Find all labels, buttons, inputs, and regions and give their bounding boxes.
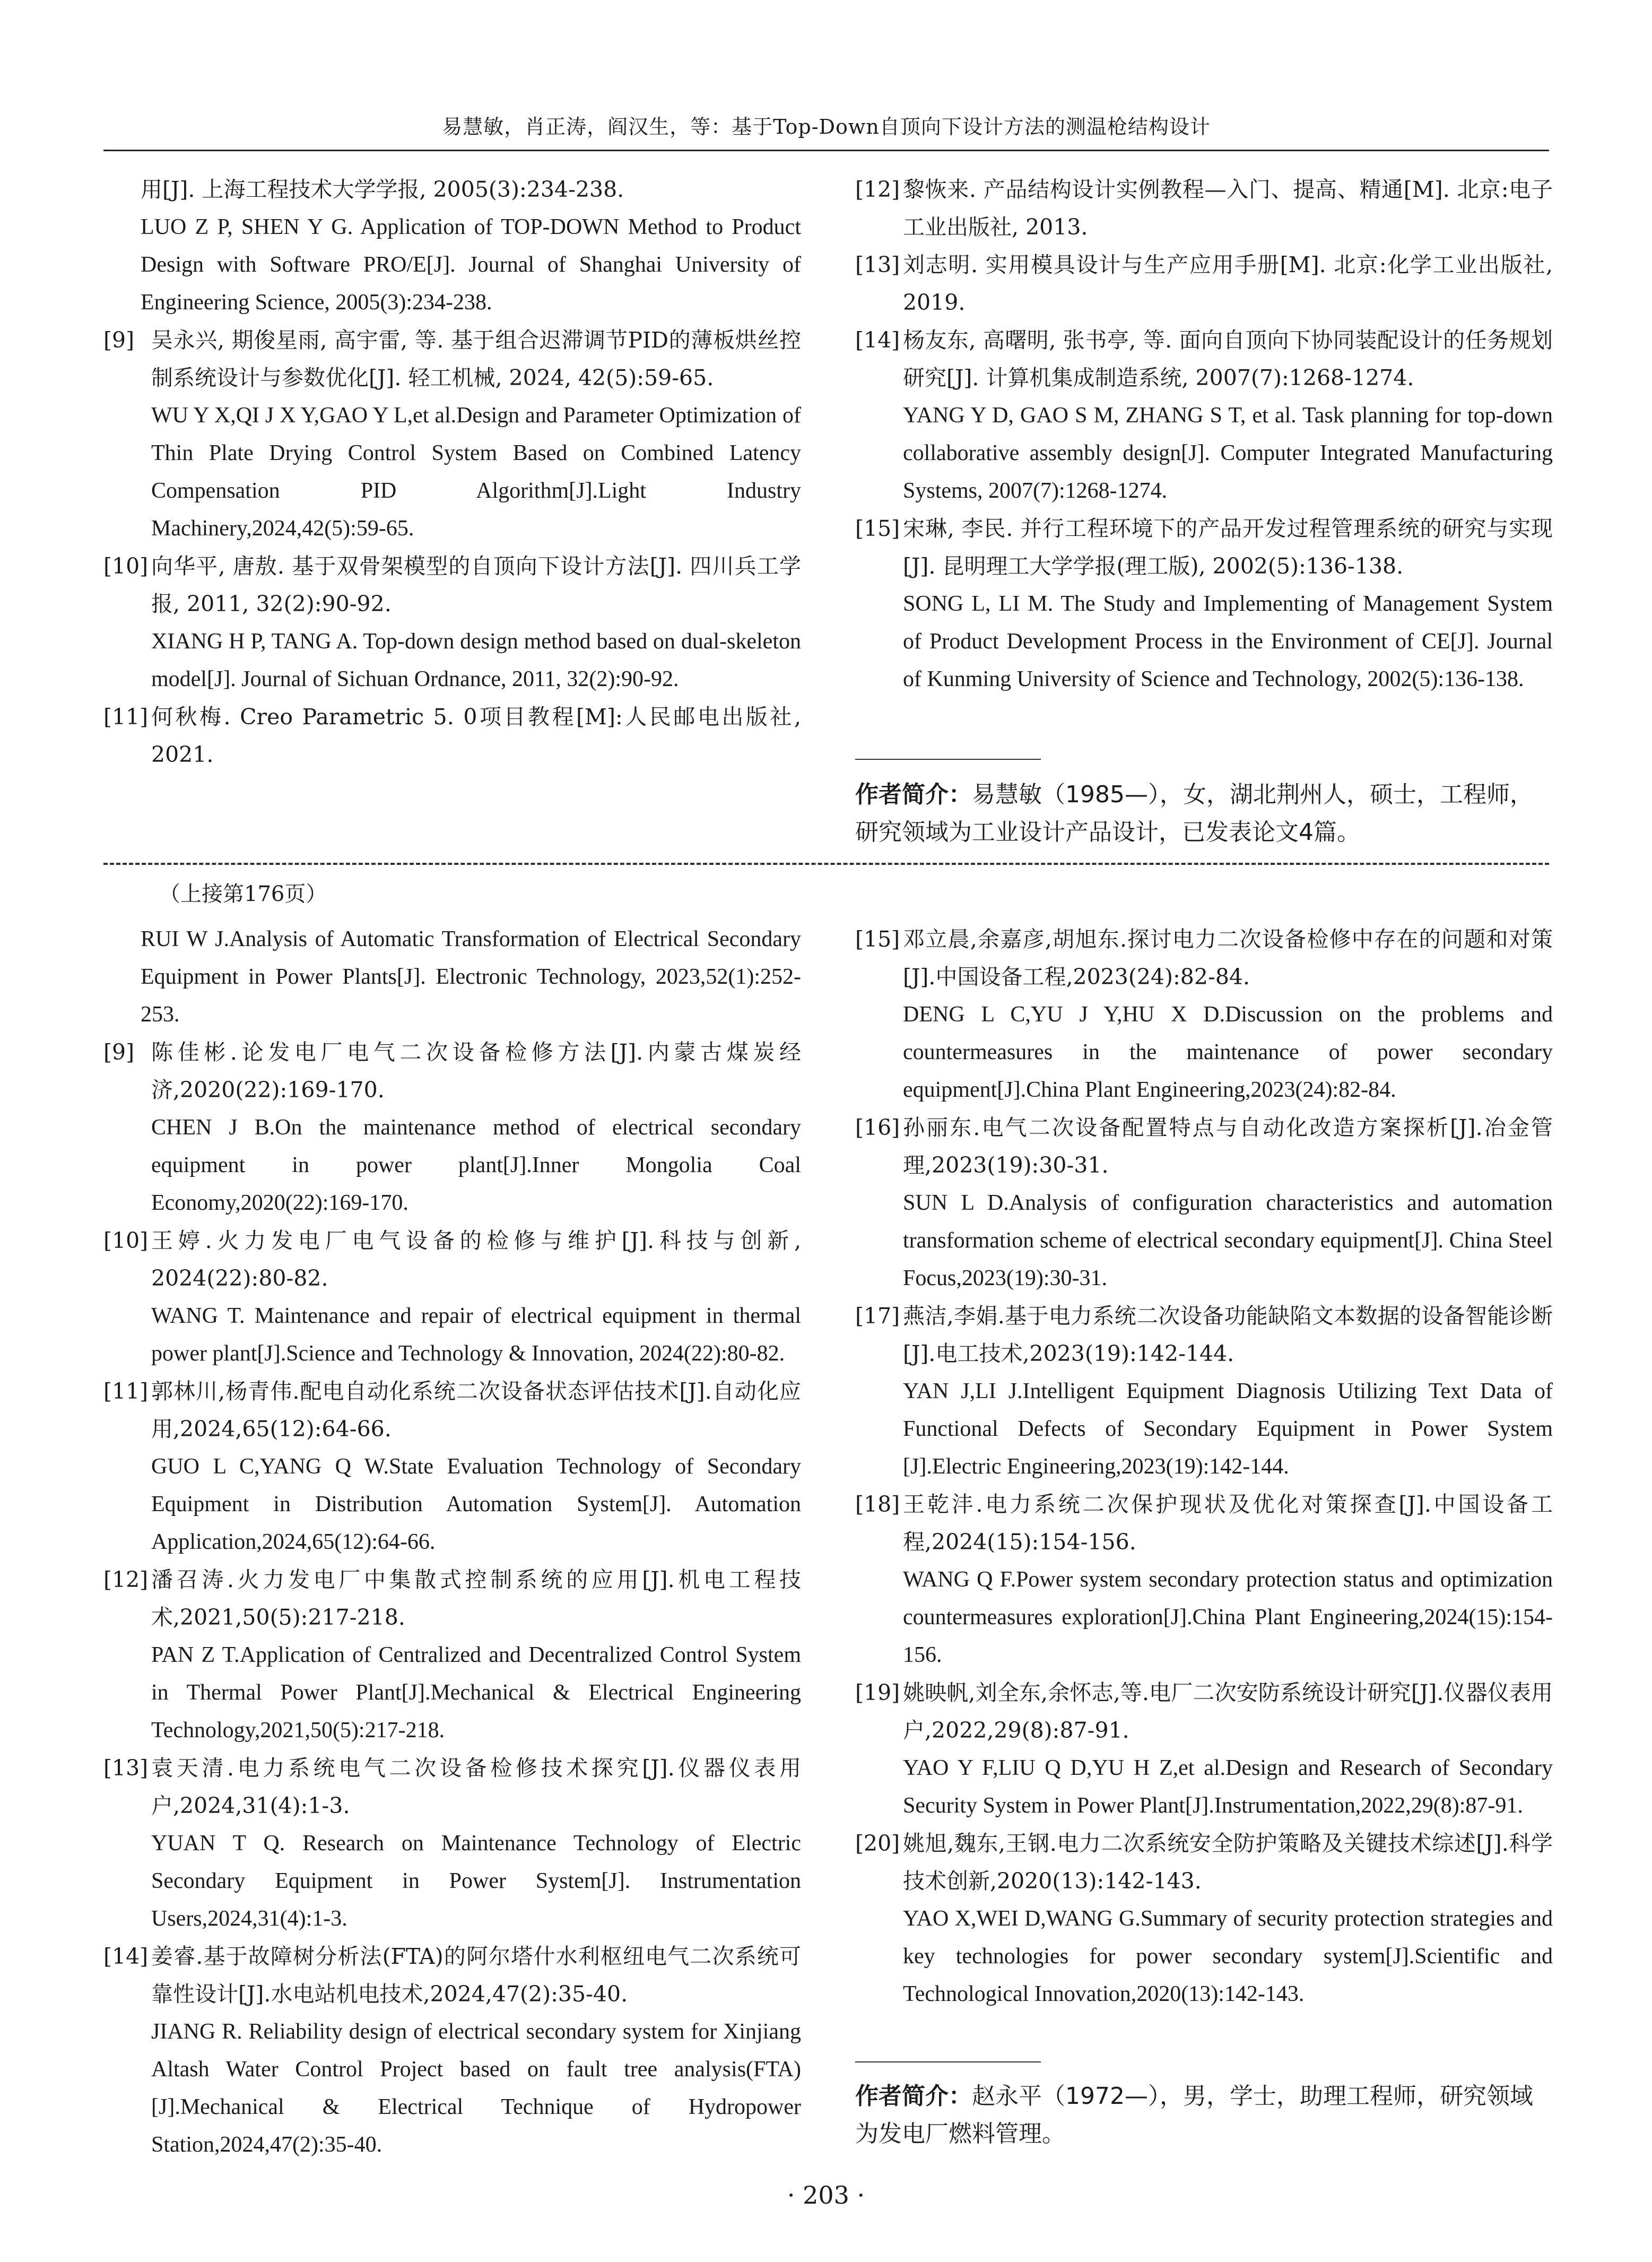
bottom-right-reference-column <box>855 921 1553 2013</box>
reference-english-text: RUI W J.Analysis of Automatic Transformation of Electrical Secondary Equipment in Power Plants[J]. Electronic Technology, 2023,52(1):252-253. <box>141 927 801 1027</box>
reference-entry <box>103 322 801 548</box>
reference-entry <box>855 1825 1553 2013</box>
reference-entry <box>855 322 1553 510</box>
running-header: 易慧敏，肖正涛，阎汉生，等：基于Top-Down自顶向下设计方法的测温枪结构设计 <box>442 115 1211 138</box>
reference-entry <box>103 171 801 322</box>
reference-text: 刘志明. 实用模具设计与生产应用手册[M]. 北京:化学工业出版社, 2019. <box>903 252 1553 315</box>
reference-text: 姚映帆,刘全东,余怀志,等.电厂二次安防系统设计研究[J].仪器仪表用户,2022,29(8):87-91. <box>903 1680 1553 1743</box>
reference-entry <box>855 1486 1553 1674</box>
reference-english-text: LUO Z P, SHEN Y G. Application of TOP-DOWN Method to Product Design with Software PRO/E[J]. Journal of Shanghai University of Engineering Science, 2005(3):234-238. <box>141 215 801 315</box>
reference-entry <box>103 1373 801 1561</box>
reference-number: [14] <box>103 1944 149 1969</box>
page-number: · 203 · <box>787 2181 865 2209</box>
reference-entry <box>855 171 1553 246</box>
reference-number: [10] <box>103 553 149 579</box>
reference-number: [12] <box>855 177 900 202</box>
reference-english-text: WU Y X,QI J X Y,GAO Y L,et al.Design and Parameter Optimization of Thin Plate Drying Control System Based on Combined Latency Compensation PID Algorithm[J].Light Industry Machinery,2024,42(5):59-65. <box>151 403 801 541</box>
reference-entry <box>855 921 1553 1109</box>
bio-text: 易慧敏（1985—），女，湖北荆州人，硕士，工程师，研究领域为工业设计产品设计，已发表论文4篇。 <box>855 781 1533 846</box>
reference-entry <box>103 1561 801 1749</box>
reference-text: 向华平, 唐敖. 基于双骨架模型的自顶向下设计方法[J]. 四川兵工学报, 2011, 32(2):90-92. <box>151 553 801 617</box>
header-rule <box>103 150 1549 151</box>
reference-text: 袁天清.电力系统电气二次设备检修技术探究[J].仪器仪表用户,2024,31(4):1-3. <box>151 1755 801 1818</box>
reference-text: 姚旭,魏东,王钢.电力二次系统安全防护策略及关键技术综述[J].科学技术创新,2020(13):142-143. <box>903 1831 1553 1894</box>
reference-text: 郭林川,杨青伟.配电自动化系统二次设备状态评估技术[J].自动化应用,2024,65(12):64-66. <box>151 1379 801 1442</box>
reference-text: 用[J]. 上海工程技术大学学报, 2005(3):234-238. <box>141 177 624 202</box>
reference-text: 潘召涛.火力发电厂中集散式控制系统的应用[J].机电工程技术,2021,50(5):217-218. <box>151 1567 801 1630</box>
reference-english-text: WANG T. Maintenance and repair of electrical equipment in thermal power plant[J].Science and Technology & Innovation, 2024(22):80-82. <box>151 1304 801 1366</box>
reference-text: 燕洁,李娟.基于电力系统二次设备功能缺陷文本数据的设备智能诊断[J].电工技术,2023(19):142-144. <box>903 1303 1553 1366</box>
section-divider <box>103 863 1549 865</box>
bio-rule-top <box>855 759 1041 760</box>
reference-entry <box>103 1034 801 1222</box>
reference-english-text: CHEN J B.On the maintenance method of electrical secondary equipment in power plant[J].Inner Mongolia Coal Economy,2020(22):169-170. <box>151 1115 801 1215</box>
reference-english-text: YAO Y F,LIU Q D,YU H Z,et al.Design and Research of Secondary Security System in Power Plant[J].Instrumentation,2022,29(8):87-91. <box>903 1756 1553 1818</box>
reference-number: [11] <box>103 1379 149 1404</box>
reference-english-text: SUN L D.Analysis of configuration characteristics and automation transformation scheme of electrical secondary equipment[J]. China Steel Focus,2023(19):30-31. <box>903 1191 1553 1290</box>
reference-text: 何秋梅. Creo Parametric 5. 0项目教程[M]:人民邮电出版社, 2021. <box>151 704 801 767</box>
reference-number: [16] <box>855 1115 900 1140</box>
reference-number: [10] <box>103 1228 149 1253</box>
reference-number: [20] <box>855 1831 900 1856</box>
reference-number: [13] <box>855 252 900 278</box>
reference-english-text: YAN J,LI J.Intelligent Equipment Diagnosis Utilizing Text Data of Functional Defects of Secondary Equipment in Power System [J].Electric Engineering,2023(19):142-144. <box>903 1379 1553 1479</box>
reference-entry <box>103 548 801 698</box>
reference-number: [19] <box>855 1680 900 1705</box>
reference-entry <box>103 1222 801 1373</box>
reference-text: 姜睿.基于故障树分析法(FTA)的阿尔塔什水利枢纽电气二次系统可靠性设计[J].水电站机电技术,2024,47(2):35-40. <box>151 1944 801 2007</box>
reference-text: 陈佳彬.论发电厂电气二次设备检修方法[J].内蒙古煤炭经济,2020(22):169-170. <box>151 1039 801 1103</box>
reference-number: [17] <box>855 1303 900 1329</box>
reference-entry <box>103 698 801 774</box>
reference-number: [14] <box>855 327 900 353</box>
reference-entry <box>855 1674 1553 1825</box>
author-bio-bottom <box>855 2077 1545 2153</box>
reference-english-text: YAO X,WEI D,WANG G.Summary of security protection strategies and key technologies for power secondary system[J].Scientific and Technological Innovation,2020(13):142-143. <box>903 1906 1553 2006</box>
reference-entry <box>103 921 801 1034</box>
reference-english-text: SONG L, LI M. The Study and Implementing of Management System of Product Development Process in the Environment of CE[J]. Journal of Kunming University of Science and Technology, 2002(5):136-138. <box>903 592 1553 691</box>
reference-english-text: GUO L C,YANG Q W.State Evaluation Technology of Secondary Equipment in Distribution Automation System[J]. Automation Application,2024,65(12):64-66. <box>151 1454 801 1554</box>
reference-text: 黎恢来. 产品结构设计实例教程—入门、提高、精通[M]. 北京:电子工业出版社, 2013. <box>903 177 1553 240</box>
top-right-reference-column <box>855 171 1553 698</box>
bio-label: 作者简介： <box>855 781 972 808</box>
reference-number: [15] <box>855 516 900 541</box>
reference-text: 孙丽东.电气二次设备配置特点与自动化改造方案探析[J].冶金管理,2023(19):30-31. <box>903 1115 1553 1178</box>
reference-text: 王婷.火力发电厂电气设备的检修与维护[J].科技与创新, 2024(22):80-82. <box>151 1228 801 1291</box>
continued-note: （上接第176页） <box>159 882 327 906</box>
reference-entry <box>855 1297 1553 1486</box>
reference-text: 邓立晨,余嘉彦,胡旭东.探讨电力二次设备检修中存在的问题和对策[J].中国设备工程,2023(24):82-84. <box>903 926 1553 990</box>
reference-number: [11] <box>103 704 149 730</box>
author-bio-top <box>855 776 1545 851</box>
reference-number: [15] <box>855 926 900 952</box>
bio-text: 赵永平（1972—），男，学士，助理工程师，研究领域为发电厂燃料管理。 <box>855 2083 1533 2147</box>
reference-text: 宋琳, 李民. 并行工程环境下的产品开发过程管理系统的研究与实现[J]. 昆明理工大学学报(理工版), 2002(5):136-138. <box>903 516 1553 579</box>
reference-number: [13] <box>103 1755 149 1781</box>
reference-entry <box>103 1938 801 2164</box>
reference-entry <box>103 1749 801 1938</box>
reference-english-text: DENG L C,YU J Y,HU X D.Discussion on the problems and countermeasures in the maintenance of power secondary equipment[J].China Plant Engineering,2023(24):82-84. <box>903 1002 1553 1102</box>
reference-english-text: YANG Y D, GAO S M, ZHANG S T, et al. Task planning for top-down collaborative assembly design[J]. Computer Integrated Manufacturing Systems, 2007(7):1268-1274. <box>903 403 1553 503</box>
bottom-left-reference-column <box>103 921 801 2164</box>
reference-english-text: JIANG R. Reliability design of electrical secondary system for Xinjiang Altash Water Control Project based on fault tree analysis(FTA)[J].Mechanical & Electrical Technique of Hydropower Station,2024,47(2):35-40. <box>151 2020 801 2157</box>
top-left-reference-column <box>103 171 801 774</box>
reference-entry <box>855 510 1553 698</box>
reference-entry <box>855 246 1553 322</box>
reference-text: 吴永兴, 期俊星雨, 高宇雷, 等. 基于组合迟滞调节PID的薄板烘丝控制系统设计与参数优化[J]. 轻工机械, 2024, 42(5):59-65. <box>151 327 801 391</box>
reference-text: 王乾沣.电力系统二次保护现状及优化对策探查[J].中国设备工程,2024(15):154-156. <box>903 1492 1553 1555</box>
reference-number: [9] <box>103 327 135 353</box>
reference-english-text: PAN Z T.Application of Centralized and Decentralized Control System in Thermal Power Plant[J].Mechanical & Electrical Engineering Technology,2021,50(5):217-218. <box>151 1643 801 1743</box>
bio-label: 作者简介： <box>855 2083 972 2110</box>
reference-english-text: XIANG H P, TANG A. Top-down design method based on dual-skeleton model[J]. Journal of Sichuan Ordnance, 2011, 32(2):90-92. <box>151 629 801 691</box>
reference-text: 杨友东, 高曙明, 张书亭, 等. 面向自顶向下协同装配设计的任务规划研究[J]. 计算机集成制造系统, 2007(7):1268-1274. <box>903 327 1553 391</box>
reference-english-text: YUAN T Q. Research on Maintenance Technology of Electric Secondary Equipment in Power System[J]. Instrumentation Users,2024,31(4):1-3. <box>151 1831 801 1931</box>
bio-rule-bottom <box>855 2061 1041 2062</box>
reference-english-text: WANG Q F.Power system secondary protection status and optimization countermeasures exploration[J].China Plant Engineering,2024(15):154-156. <box>903 1567 1553 1667</box>
reference-number: [18] <box>855 1492 900 1517</box>
reference-number: [12] <box>103 1567 149 1592</box>
reference-number: [9] <box>103 1039 135 1065</box>
reference-entry <box>855 1109 1553 1297</box>
